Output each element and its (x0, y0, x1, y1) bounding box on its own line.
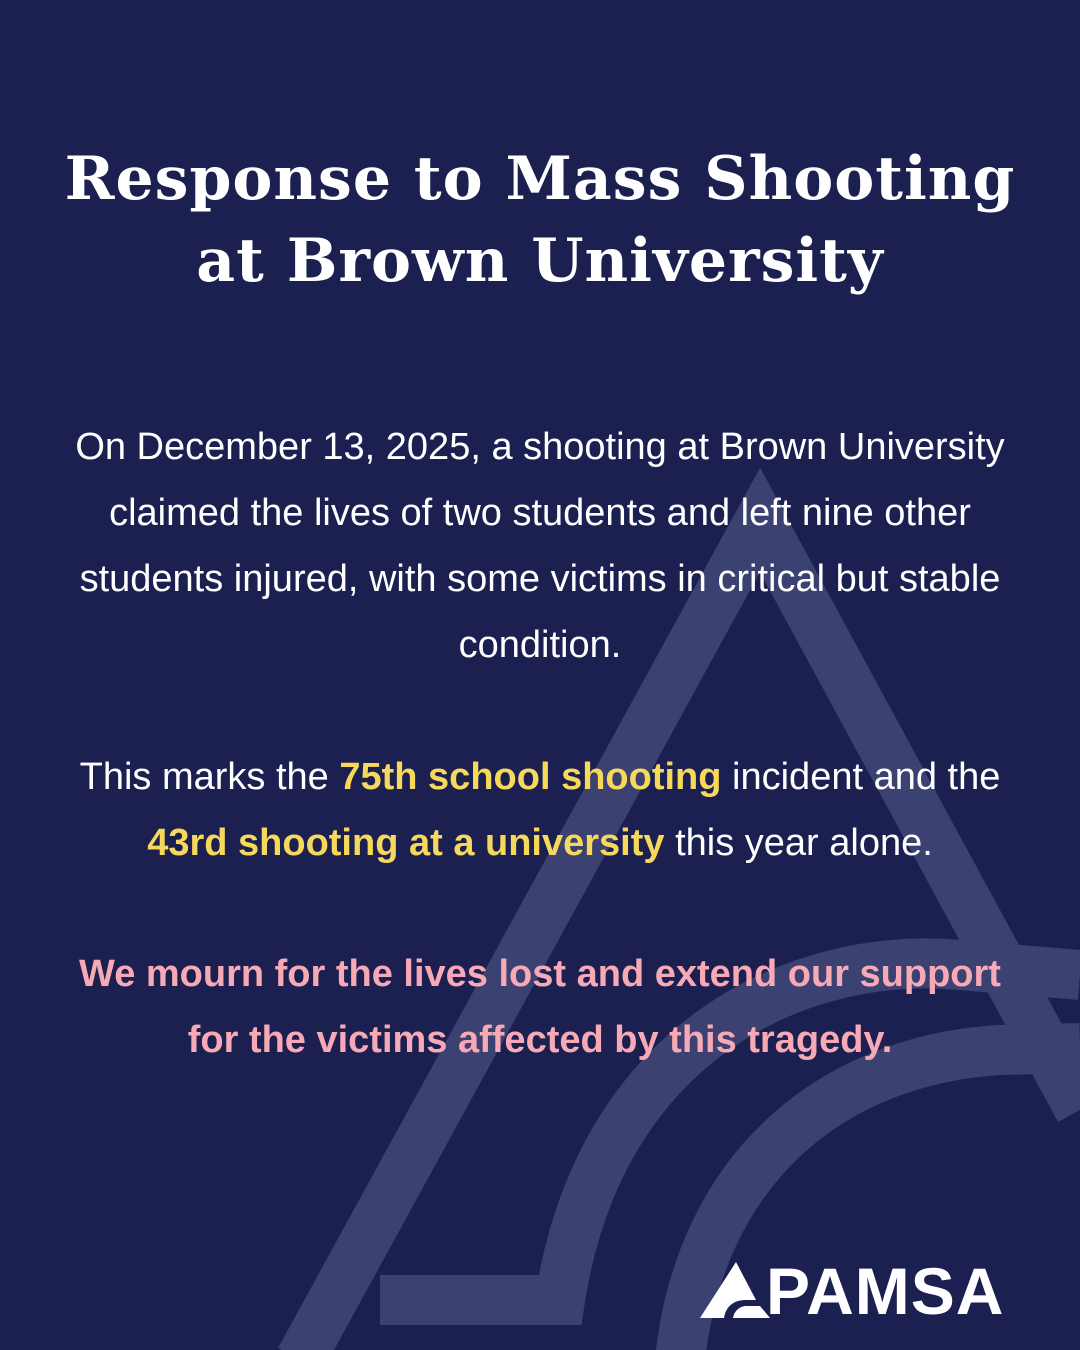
incident-paragraph: On December 13, 2025, a shooting at Brown University claimed the lives of two students and left nine other students injured, with some victims in critical but stable condition. (75, 426, 1005, 666)
mourning-paragraph: We mourn for the lives lost and extend our support for the victims affected by this tragedy. (79, 953, 1001, 1061)
statistics-text-3: this year alone. (664, 822, 933, 864)
title-line-1: Response to Mass Shooting (64, 144, 1016, 214)
title-line-2: at Brown University (196, 226, 884, 296)
school-shooting-count-highlight: 75th school shooting (339, 756, 722, 798)
statistics-text-1: This marks the (79, 756, 340, 798)
page-title (40, 138, 1040, 302)
statistics-paragraph (50, 744, 1030, 876)
logo-text: PAMSA (766, 1254, 1005, 1328)
statistics-text-2: incident and the (721, 756, 1001, 798)
apamsa-logo (700, 1254, 1030, 1328)
university-shooting-count-highlight: 43rd shooting at a university (147, 822, 665, 864)
apamsa-triangle-logo-icon (700, 1262, 770, 1322)
